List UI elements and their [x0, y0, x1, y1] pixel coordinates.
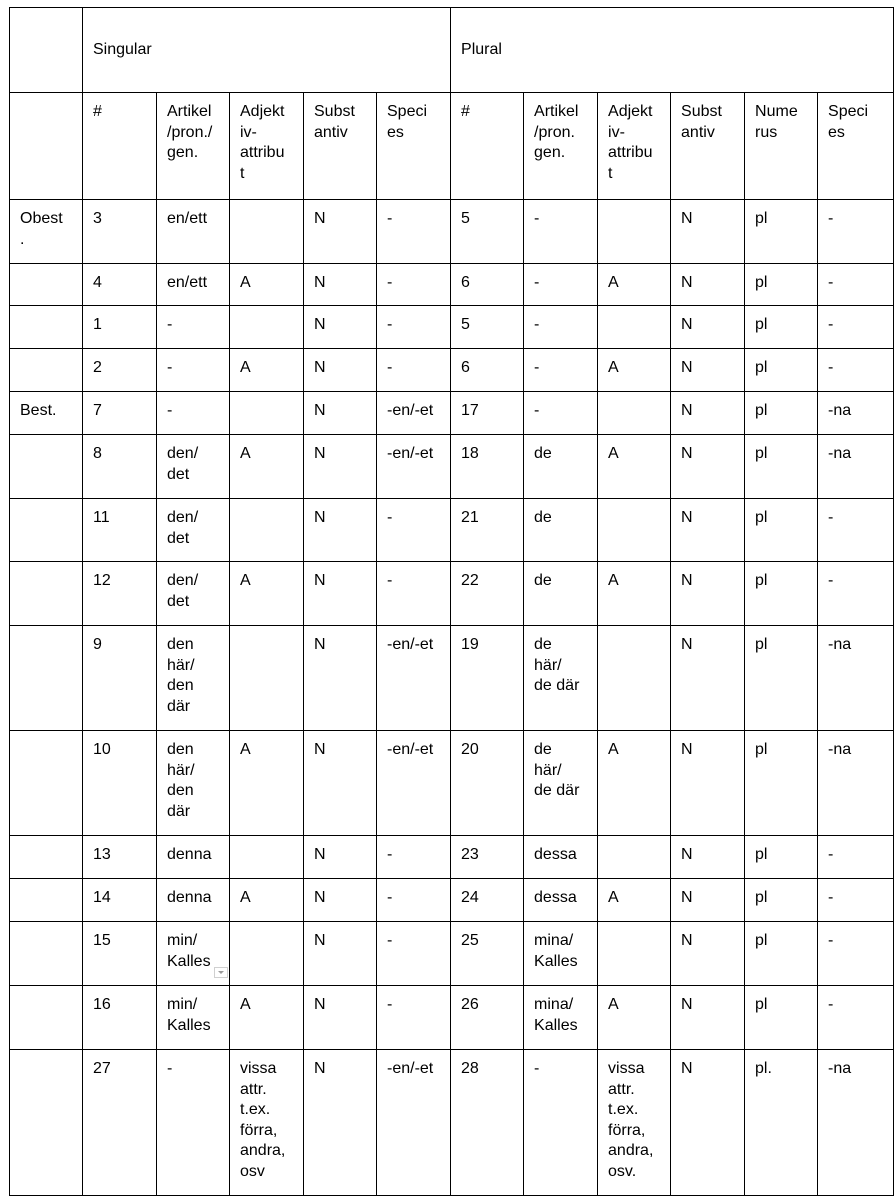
header-cell: Artikel /pron. gen.	[524, 93, 598, 200]
table-cell: den/ det	[157, 562, 230, 626]
table-cell: N	[671, 922, 745, 986]
table-cell: 21	[451, 499, 524, 562]
table-cell: vissa attr. t.ex. förra, andra, osv	[230, 1050, 304, 1196]
table-row	[10, 435, 894, 499]
table-cell: N	[304, 499, 377, 562]
header-cell: Adjekt iv- attribu t	[230, 93, 304, 200]
table-cell	[10, 626, 83, 731]
table-cell: pl	[745, 626, 818, 731]
table-cell: pl.	[745, 1050, 818, 1196]
table-cell: -	[157, 392, 230, 435]
table-cell: -	[818, 499, 894, 562]
table-cell	[230, 499, 304, 562]
table-cell: -	[377, 349, 451, 392]
table-row	[10, 499, 894, 562]
table-cell: -na	[818, 435, 894, 499]
table-cell: min/ Kalles	[157, 986, 230, 1050]
table-cell: N	[304, 836, 377, 879]
table-cell: -	[377, 836, 451, 879]
table-cell: A	[230, 731, 304, 836]
header-cell: Artikel /pron./ gen.	[157, 93, 230, 200]
table-cell: N	[304, 200, 377, 264]
table-cell: N	[671, 264, 745, 306]
table-cell: pl	[745, 264, 818, 306]
table-cell: en/ett	[157, 200, 230, 264]
table-cell: -	[818, 306, 894, 349]
table-cell: -en/-et	[377, 731, 451, 836]
table-cell: mina/ Kalles	[524, 922, 598, 986]
table-cell: A	[598, 879, 671, 922]
table-cell	[598, 922, 671, 986]
table-cell: 9	[83, 626, 157, 731]
table-cell: -	[524, 306, 598, 349]
table-cell: pl	[745, 499, 818, 562]
table-cell: 13	[83, 836, 157, 879]
table-cell: 19	[451, 626, 524, 731]
table-cell: -	[157, 349, 230, 392]
table-cell: A	[230, 435, 304, 499]
table-cell: -	[524, 392, 598, 435]
noun-phrase-table	[9, 7, 894, 1196]
table-cell: A	[598, 986, 671, 1050]
table-cell: -	[377, 922, 451, 986]
table-cell: -	[377, 986, 451, 1050]
table-cell: pl	[745, 349, 818, 392]
table-cell	[10, 879, 83, 922]
group-header-row	[10, 8, 894, 93]
table-cell: N	[671, 392, 745, 435]
table-cell: N	[671, 499, 745, 562]
table-cell: den/ det	[157, 435, 230, 499]
table-cell: A	[598, 731, 671, 836]
table-cell: 23	[451, 836, 524, 879]
table-cell: pl	[745, 836, 818, 879]
table-cell: vissa attr. t.ex. förra, andra, osv.	[598, 1050, 671, 1196]
corner-cell	[10, 8, 83, 93]
table-cell: -	[818, 349, 894, 392]
table-row	[10, 986, 894, 1050]
table-cell	[10, 922, 83, 986]
table-cell	[10, 562, 83, 626]
header-cell: Speci es	[818, 93, 894, 200]
table-cell: A	[230, 562, 304, 626]
table-row	[10, 626, 894, 731]
table-row	[10, 836, 894, 879]
table-cell: N	[671, 306, 745, 349]
table-cell: 18	[451, 435, 524, 499]
table-cell: -	[818, 264, 894, 306]
table-cell: N	[304, 986, 377, 1050]
table-row	[10, 200, 894, 264]
table-cell: N	[304, 626, 377, 731]
table-cell: N	[671, 879, 745, 922]
table-cell: N	[304, 264, 377, 306]
table-cell: N	[671, 349, 745, 392]
table-cell: 5	[451, 306, 524, 349]
table-cell: A	[230, 264, 304, 306]
table-cell: 5	[451, 200, 524, 264]
table-cell: 6	[451, 264, 524, 306]
table-row	[10, 562, 894, 626]
table-cell: 28	[451, 1050, 524, 1196]
table-cell: -	[818, 836, 894, 879]
table-cell: A	[598, 435, 671, 499]
table-cell: pl	[745, 435, 818, 499]
table-cell: N	[671, 435, 745, 499]
table-cell: -	[818, 200, 894, 264]
table-cell: -	[157, 306, 230, 349]
table-row	[10, 879, 894, 922]
header-cell: #	[83, 93, 157, 200]
table-cell: 3	[83, 200, 157, 264]
table-cell: Best.	[10, 392, 83, 435]
table-cell: 11	[83, 499, 157, 562]
table-cell: N	[671, 986, 745, 1050]
table-cell: N	[304, 922, 377, 986]
table-cell: N	[304, 306, 377, 349]
header-cell: Subst antiv	[304, 93, 377, 200]
table-row	[10, 349, 894, 392]
table-cell: dessa	[524, 836, 598, 879]
table-cell: 14	[83, 879, 157, 922]
table-cell: -	[377, 264, 451, 306]
table-cell: pl	[745, 986, 818, 1050]
table-cell: N	[671, 1050, 745, 1196]
table-cell	[230, 392, 304, 435]
table-cell: -	[524, 264, 598, 306]
table-cell: -	[818, 986, 894, 1050]
column-header-row	[10, 93, 894, 200]
table-cell: -en/-et	[377, 392, 451, 435]
table-cell: 27	[83, 1050, 157, 1196]
table-cell: min/ Kalles	[157, 922, 230, 986]
table-cell	[598, 836, 671, 879]
table-cell: den här/ den där	[157, 731, 230, 836]
table-cell: N	[304, 435, 377, 499]
plural-heading: Plural	[451, 8, 894, 93]
table-cell: 10	[83, 731, 157, 836]
table-cell: A	[230, 879, 304, 922]
header-cell: Speci es	[377, 93, 451, 200]
table-cell	[10, 1050, 83, 1196]
table-cell: N	[671, 836, 745, 879]
table-cell: de	[524, 499, 598, 562]
table-cell: 16	[83, 986, 157, 1050]
table-cell: A	[598, 562, 671, 626]
table-cell: N	[671, 200, 745, 264]
table-cell: 22	[451, 562, 524, 626]
table-cell: 6	[451, 349, 524, 392]
table-cell	[10, 986, 83, 1050]
table-row	[10, 922, 894, 986]
table-cell: -	[377, 200, 451, 264]
table-cell	[10, 306, 83, 349]
header-empty-cell	[10, 93, 83, 200]
table-cell: A	[598, 349, 671, 392]
table-row	[10, 306, 894, 349]
table-cell: pl	[745, 392, 818, 435]
table-cell: mina/ Kalles	[524, 986, 598, 1050]
table-cell: N	[671, 626, 745, 731]
table-cell: de här/ de där	[524, 731, 598, 836]
header-cell: Subst antiv	[671, 93, 745, 200]
table-cell: A	[598, 264, 671, 306]
table-cell: N	[304, 562, 377, 626]
header-cell: #	[451, 93, 524, 200]
table-cell	[10, 264, 83, 306]
table-cell	[598, 626, 671, 731]
table-cell: denna	[157, 879, 230, 922]
table-cell	[598, 499, 671, 562]
table-cell	[598, 392, 671, 435]
table-cell: 25	[451, 922, 524, 986]
table-cell: -en/-et	[377, 1050, 451, 1196]
table-cell: N	[304, 392, 377, 435]
table-cell: pl	[745, 731, 818, 836]
table-cell: -	[377, 879, 451, 922]
table-cell	[598, 200, 671, 264]
table-cell: -	[818, 562, 894, 626]
table-cell: 20	[451, 731, 524, 836]
table-cell: -	[377, 562, 451, 626]
table-cell: 8	[83, 435, 157, 499]
table-cell: -	[377, 499, 451, 562]
table-cell: -	[524, 1050, 598, 1196]
table-cell: de här/ de där	[524, 626, 598, 731]
table-cell: 24	[451, 879, 524, 922]
table-cell: -en/-et	[377, 626, 451, 731]
table-cell	[230, 836, 304, 879]
table-cell	[10, 349, 83, 392]
table-cell: -na	[818, 731, 894, 836]
table-cell: -	[157, 1050, 230, 1196]
table-cell: pl	[745, 306, 818, 349]
table-cell: N	[304, 731, 377, 836]
table-cell: 17	[451, 392, 524, 435]
header-cell: Nume rus	[745, 93, 818, 200]
table-cell: N	[304, 1050, 377, 1196]
table-cell	[10, 499, 83, 562]
table-cell: N	[304, 879, 377, 922]
table-cell: 1	[83, 306, 157, 349]
table-cell: -na	[818, 626, 894, 731]
table-row	[10, 392, 894, 435]
table-row	[10, 731, 894, 836]
table-cell: pl	[745, 562, 818, 626]
table-cell	[598, 306, 671, 349]
table-cell: pl	[745, 922, 818, 986]
table-cell: -na	[818, 392, 894, 435]
table-cell	[230, 306, 304, 349]
table-cell: pl	[745, 200, 818, 264]
table-cell: -	[818, 879, 894, 922]
table-cell: 26	[451, 986, 524, 1050]
table-cell: A	[230, 349, 304, 392]
table-cell: N	[671, 731, 745, 836]
table-cell: 7	[83, 392, 157, 435]
table-cell: dessa	[524, 879, 598, 922]
table-cell	[230, 626, 304, 731]
table-cell: denna	[157, 836, 230, 879]
table-cell: de	[524, 562, 598, 626]
table-cell	[10, 731, 83, 836]
table-cell: N	[671, 562, 745, 626]
header-cell: Adjekt iv- attribu t	[598, 93, 671, 200]
table-cell	[230, 922, 304, 986]
table-cell: A	[230, 986, 304, 1050]
table-cell: -	[377, 306, 451, 349]
table-cell	[230, 200, 304, 264]
singular-heading: Singular	[83, 8, 451, 93]
table-cell: den/ det	[157, 499, 230, 562]
table-cell: en/ett	[157, 264, 230, 306]
table-cell: pl	[745, 879, 818, 922]
table-cell: den här/ den där	[157, 626, 230, 731]
table-cell: -en/-et	[377, 435, 451, 499]
cell-dropdown-icon[interactable]	[214, 967, 228, 978]
table-cell: 15	[83, 922, 157, 986]
table-cell: 4	[83, 264, 157, 306]
table-cell	[10, 836, 83, 879]
table-cell: 2	[83, 349, 157, 392]
table-cell: -	[524, 200, 598, 264]
table-cell	[10, 435, 83, 499]
table-cell: N	[304, 349, 377, 392]
table-cell: -	[524, 349, 598, 392]
table-row	[10, 1050, 894, 1196]
table-cell: de	[524, 435, 598, 499]
table-cell: -	[818, 922, 894, 986]
table-cell: Obest .	[10, 200, 83, 264]
table-row	[10, 264, 894, 306]
table-cell: 12	[83, 562, 157, 626]
table-cell: -na	[818, 1050, 894, 1196]
